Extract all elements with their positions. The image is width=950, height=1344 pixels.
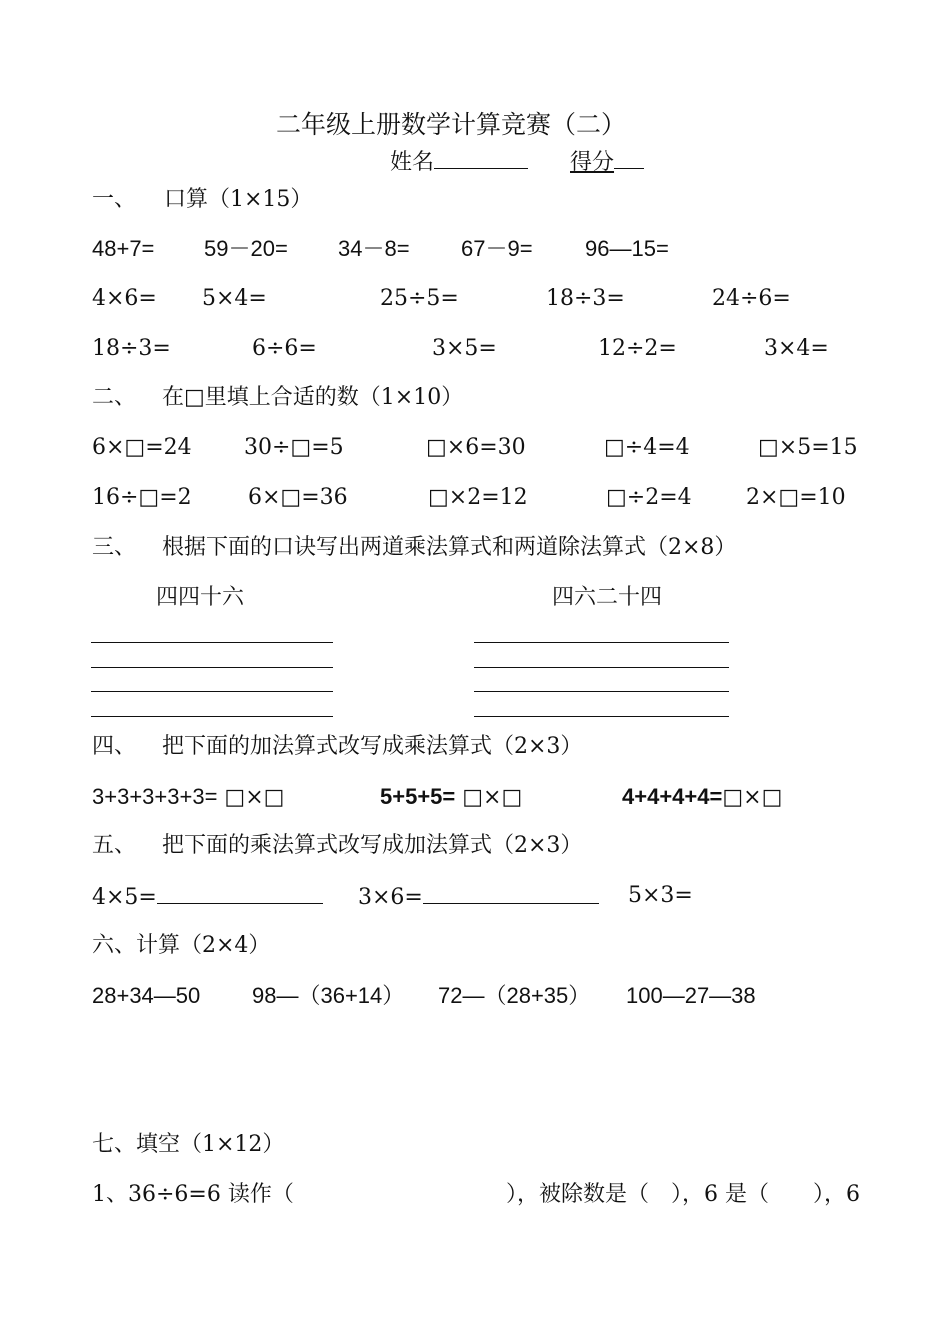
section-3-number: 三、 xyxy=(92,535,137,560)
answer-line[interactable] xyxy=(91,716,333,717)
section-4-heading: 把下面的加法算式改写成乘法算式（2×3） xyxy=(162,734,583,759)
section-3-heading: 根据下面的口诀写出两道乘法算式和两道除法算式（2×8） xyxy=(162,535,737,560)
s6-item: 28+34—50 xyxy=(92,983,201,1008)
s1-row2-item: 5×4= xyxy=(202,286,267,311)
answer-line[interactable] xyxy=(91,642,333,643)
s2-row1-item: 6×□=24 xyxy=(92,435,192,460)
name-blank[interactable] xyxy=(434,146,528,169)
answer-line[interactable] xyxy=(91,691,333,692)
s2-row2-item: 6×□=36 xyxy=(248,485,348,510)
s4-item: 5+5+5= □×□ xyxy=(380,784,523,810)
s4-item: 4+4+4+4=□×□ xyxy=(622,784,783,810)
score-blank[interactable] xyxy=(614,146,644,169)
s2-row1-item: 30÷□=5 xyxy=(244,435,344,460)
s2-row1-item: □×5=15 xyxy=(758,435,858,460)
s6-item: 72—（28+35） xyxy=(438,983,591,1008)
answer-blank[interactable] xyxy=(157,881,323,904)
page-title: 二年级上册数学计算竞赛（二） xyxy=(276,110,627,139)
s2-row1-item: □÷4=4 xyxy=(604,435,690,460)
s2-row2-item: □×2=12 xyxy=(428,485,528,510)
s1-row1-item: 67－9= xyxy=(461,236,533,261)
s2-row1-item: □×6=30 xyxy=(426,435,526,460)
section-1-number: 一、 xyxy=(92,187,137,212)
section-7-heading: 七、填空（1×12） xyxy=(92,1132,285,1157)
s2-row2-item: □÷2=4 xyxy=(606,485,692,510)
section-5-heading: 把下面的乘法算式改写成加法算式（2×3） xyxy=(162,833,583,858)
score-label: 得分 xyxy=(570,150,615,175)
name-field xyxy=(390,146,528,178)
section-2-heading: 在□里填上合适的数（1×10） xyxy=(162,385,464,410)
section-5-number: 五、 xyxy=(92,833,137,858)
s1-row3-item: 6÷6= xyxy=(252,336,317,361)
s1-row2-item: 24÷6= xyxy=(712,286,791,311)
s4-item: 3+3+3+3+3= □×□ xyxy=(92,784,285,810)
multiply-boxes: □×□ xyxy=(722,785,783,810)
s7-question-1-start: 1、36÷6=6 读作（ xyxy=(92,1182,294,1207)
answer-line[interactable] xyxy=(474,716,729,717)
s1-row1-item: 96—15= xyxy=(585,236,669,261)
s2-row2-item: 16÷□=2 xyxy=(92,485,192,510)
s1-row3-item: 12÷2= xyxy=(598,336,677,361)
s2-row2-item: 2×□=10 xyxy=(746,485,846,510)
answer-blank[interactable] xyxy=(423,881,599,904)
section-2-number: 二、 xyxy=(92,385,137,410)
answer-line[interactable] xyxy=(91,667,333,668)
s7-question-1-end: ），被除数是（ ），6 是（ ），6 xyxy=(506,1182,860,1207)
rhyme-right: 四六二十四 xyxy=(552,585,663,610)
s1-row2-item: 18÷3= xyxy=(546,286,625,311)
s5-item: 5×3= xyxy=(628,883,693,908)
answer-line[interactable] xyxy=(474,691,729,692)
section-6-heading: 六、计算（2×4） xyxy=(92,933,271,958)
s1-row1-item: 59－20= xyxy=(204,236,288,261)
s6-item: 98—（36+14） xyxy=(252,983,405,1008)
multiply-boxes: □×□ xyxy=(462,785,523,810)
answer-line[interactable] xyxy=(474,667,729,668)
s6-item: 100—27—38 xyxy=(626,983,756,1008)
section-4-number: 四、 xyxy=(92,734,137,759)
multiply-boxes: □×□ xyxy=(224,785,285,810)
s1-row1-item: 48+7= xyxy=(92,236,155,261)
answer-line[interactable] xyxy=(474,642,729,643)
score-field xyxy=(570,146,644,178)
section-1-heading: 口算（1×15） xyxy=(164,187,313,212)
s5-item: 3×6= xyxy=(358,881,599,913)
rhyme-left: 四四十六 xyxy=(156,585,245,610)
s1-row1-item: 34－8= xyxy=(338,236,410,261)
s1-row3-item: 3×4= xyxy=(764,336,829,361)
s1-row2-item: 4×6= xyxy=(92,286,157,311)
name-label: 姓名 xyxy=(390,150,435,175)
s1-row3-item: 18÷3= xyxy=(92,336,171,361)
s5-item: 4×5= xyxy=(92,881,323,913)
s1-row3-item: 3×5= xyxy=(432,336,497,361)
s1-row2-item: 25÷5= xyxy=(380,286,459,311)
